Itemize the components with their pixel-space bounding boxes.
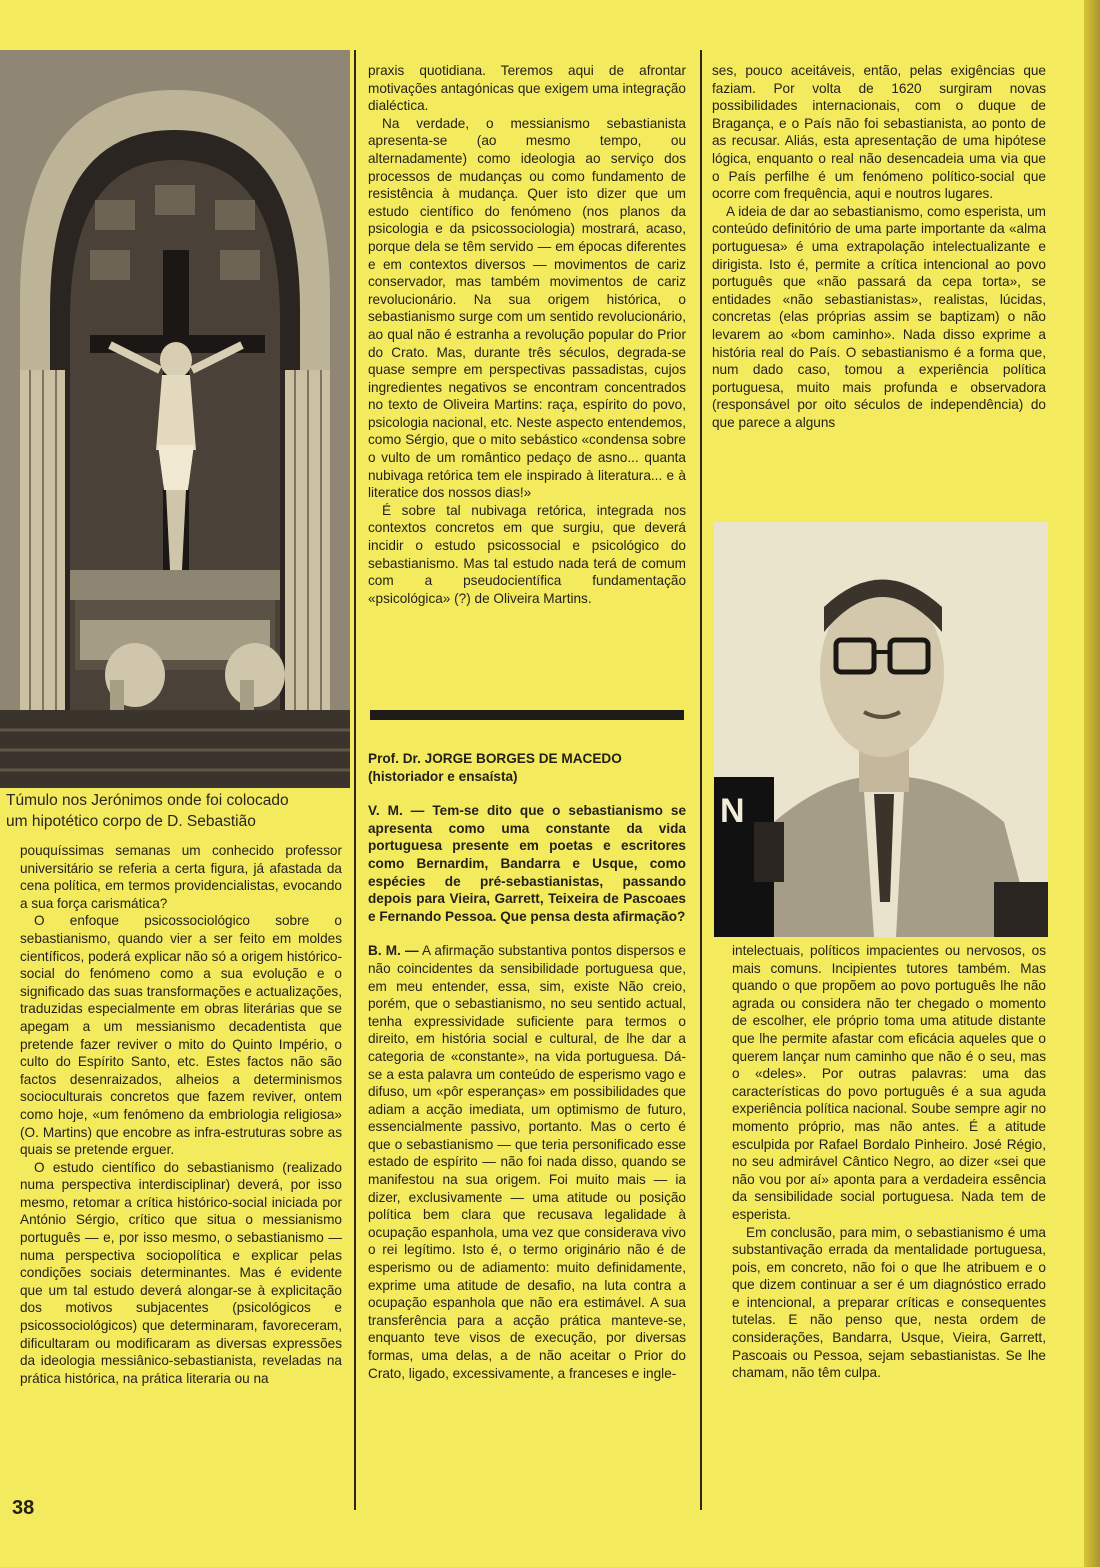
col1-paragraph-1: pouquíssimas semanas um conhecido professor universitário se referia a certa figura, já afastada da cena política, em termos providencialistas, evocando a sua força carismática?	[20, 843, 342, 911]
col2-paragraph-2: Na verdade, o messianismo sebastianista apresenta-se (ao mesmo tempo, ou alternadamente) como ideologia ao serviço dos processos de mudanças ou como fundamento de resistência à mudança. Quer isto dizer que um estudo científico do fenómeno (nos planos da psicologia e da psicossociologia) mostrará, acaso, porque dela se têm servido — em épocas diferentes e em contextos diversos — movimentos de cariz conservador, mas também movimentos de cariz revolucionário. Na sua origem histórica, o sebastianismo surge com um sentido revolucionário, ao qual não é estranha a revolução popular do Prior do Crato. Mas, durante três séculos, degrada-se quase sempre em perspectivas passadistas, cujos ingredientes negativos se encontram concentrados no texto de Oliveira Martins: raça, espírito do povo, psicologia nacional, etc. Neste aspecto entendemos, como Sérgio, que o mito sebástico «condensa sobre o vulto de um romântico pedaço de asno... quanta nubivaga retórica tem ele inspirado à literatura... e à literatice dos nossos dias!»	[368, 115, 686, 501]
page-number: 38	[12, 1497, 35, 1519]
col2-paragraph-3: É sobre tal nubivaga retórica, integrada nos contextos concretos em que surgiu, que deverá incidir o estudo psicossocial e psicológico do sebastianismo. Mas tal estudo nada terá de comum com a pseudocientífica fundamentação «psicológica» (?) de Oliveira Martins.	[368, 502, 686, 606]
interviewee-name: Prof. Dr. JORGE BORGES DE MACEDO	[368, 751, 622, 766]
column-1-text	[20, 842, 342, 1387]
question-prefix: V. M. —	[368, 803, 425, 819]
interview-question	[368, 802, 686, 925]
tomb-photo-caption	[6, 790, 351, 832]
col1-paragraph-3: O estudo científico do sebastianismo (realizado numa perspectiva interdisciplinar) deverá, por isso mesmo, retomar a crítica histórico-social iniciada por António Sérgio, crítico que situa o messianismo português — e, por isso mesmo, o sebastianismo — numa perspectiva sociopolítica e explicar pelas condições sociais determinantes. Mas é evidente que um tal estudo deverá alongar-se à explicitação dos motivos subjacentes (psicológicos e psicossociológicos) que determinaram, favoreceram, dificultaram ou modificaram as diversas expressões da ideologia messiânico-sebastianista, reveladas na prática histórica, na prática literaria ou na	[20, 1159, 342, 1386]
interview-answer	[368, 942, 686, 1382]
col3-paragraph-4: Em conclusão, para mim, o sebastianismo é uma substantivação errada da mentalidade portuguesa, pois, em concreto, não foi o que lhe atribuem e o que dizem continuar a ser é um diagnóstico errado e intencional, a preparar críticas e consequentes tutelas. E não penso que, nesta ordem de considerações, Bandarra, Usque, Vieira, Garrett, Pascoais ou Pessoa, sejam sebastianistas. Se lhe chamam, não têm culpa.	[732, 1224, 1046, 1381]
col3-paragraph-3: intelectuais, políticos impacientes ou nervosos, os mais comuns. Incipientes tutores também. Mas quando o que propõem ao povo português lhe não agrada ou considera não ter chegado o momento de escolher, ele próprio toma uma atitude distante que lhe permite afastar com eficácia aqueles que o querem lançar num caminho que não é o seu, mas o «deles». Por outras palavras: uma das características do povo português é a sua aguda experiência política nacional. Soube sempre agir no momento próprio, mas não antes. É a atitude esculpida por Rafael Bordalo Pinheiro. José Régio, no seu admirável Cântico Negro, ao dizer «sei que não vou por aí» aponta para a verdadeira essência da sensibilidade social portuguesa. Nada tem de esperista.	[732, 943, 1046, 1222]
section-divider-bar	[370, 710, 684, 720]
column-rule-2	[700, 50, 702, 1510]
page-edge	[1084, 0, 1100, 1567]
interviewee-role: (historiador e ensaísta)	[368, 768, 518, 784]
caption-line-1: Túmulo nos Jerónimos onde foi colocado	[6, 792, 289, 809]
column-rule-1	[354, 50, 356, 1510]
col3-paragraph-2: A ideia de dar ao sebastianismo, como esperista, um conteúdo definitório de uma parte importante da «alma portuguesa» é uma extrapolação intelectualizante e dirigista. Isto é, permite a crítica intencional ao povo português que «não passará da cepa torta», se entidades «não sebastianistas», realistas, lúcidas, concretas (elas próprias assim se baptizam) o não levarem ao «bom caminho». Nada disso exprime a história real do País. O sebastianismo é a forma que, num dado caso, tomou a experiência política portuguesa, muito mais profunda e observadora (responsável por oito séculos de independência) do que parece a alguns	[712, 203, 1046, 430]
column-2-text	[368, 62, 686, 607]
column-3-text-bottom	[732, 942, 1046, 1382]
answer-text: A afirmação substantiva pontos dispersos e não coincidentes da sensibilidade portuguesa que, em meu entender, essa, sim, existe Não creio, porém, que o sebastianismo, no seu sentido actual, tenha expressividade suficiente para termos o direito, em história social e cultural, de lhe dar a categoria de «constante», na vida portuguesa. Dá-se a esta palavra um conteúdo de esperismo vago e difuso, um «pôr esperanças» em possibilidades que adiam a acção imediata, um optimismo de futuro, essencialmente passivo, portanto. Mas o certo é que o sebastianismo — que teria personificado esse estado de espírito — não foi nada disso, quando se manifestou na sua origem. Foi muito mais — ia dizer, exclusivamente — uma atitude ou posição política bem clara que recusava legalidade à ocupação espanhola, uma vez que considerava vivo o rei legítimo. Isto é, o termo originário não é de esperismo ou de adiamento: muito definidamente, exprime uma atitude de desafio, na luta contra a ocupação espanhola que não era estimável. A sua transferência para a acção prática manteve-se, enquanto teve visos de execução, por diversas formas, uma delas, a de não aceitar o Prior do Crato, ligado, excessivamente, a franceses e ingle-	[368, 943, 686, 1381]
microphone-label: N	[720, 792, 745, 830]
column-3-text-top	[712, 62, 1046, 431]
col3-paragraph-1: ses, pouco aceitáveis, então, pelas exigências que faziam. Por volta de 1620 surgiram novas possibilidades internacionais, com o duque de Bragança, e o País não foi sebastianista, ao ponto de as recusar. Aliás, esta apresentação de uma hipótese lógica, enquanto o real não desencadeia uma via que o País perfilhe é um fenómeno político-social que ocorre com frequência, aqui e noutros lugares.	[712, 63, 1046, 202]
tomb-photo	[0, 50, 350, 788]
portrait-photo	[714, 522, 1048, 937]
col1-paragraph-2: O enfoque psicossociológico sobre o sebastianismo, quando vier a ser feito em moldes científicos, poderá explicar não só a origem histórico-social do fenómeno como a sua evolução e o significado das suas transformações e actualizações, traduzidas especialmente em obras literárias que se apegam a um messianismo decadentista que pretende fazer reviver o mito do Quinto Império, o culto do Espírito Santo, etc. Estes factos não são factos desenraizados, alheios a determinismos socioculturais concretos que fazem reviver, ontem como hoje, «um fenómeno da embriologia religiosa» (O. Martins) que encobre as infra-estruturas sobre as quais se pretende erguer.	[20, 913, 342, 1158]
caption-line-2: um hipotético corpo de D. Sebastião	[6, 813, 256, 830]
question-text: Tem-se dito que o sebastianismo se apresenta como uma constante da vida portuguesa presente em poetas e escritores como Bernardim, Bandarra e Usque, como espécies de pré-sebastianistas, passando depois para Vieira, Garrett, Teixeira de Pascoaes e Fernando Pessoa. Que pensa desta afirmação?	[368, 803, 687, 924]
answer-prefix: B. M. —	[368, 943, 419, 959]
interview-block	[368, 750, 686, 1382]
col2-paragraph-1: praxis quotidiana. Teremos aqui de afrontar motivações antagónicas que exigem uma integração dialéctica.	[368, 63, 686, 114]
